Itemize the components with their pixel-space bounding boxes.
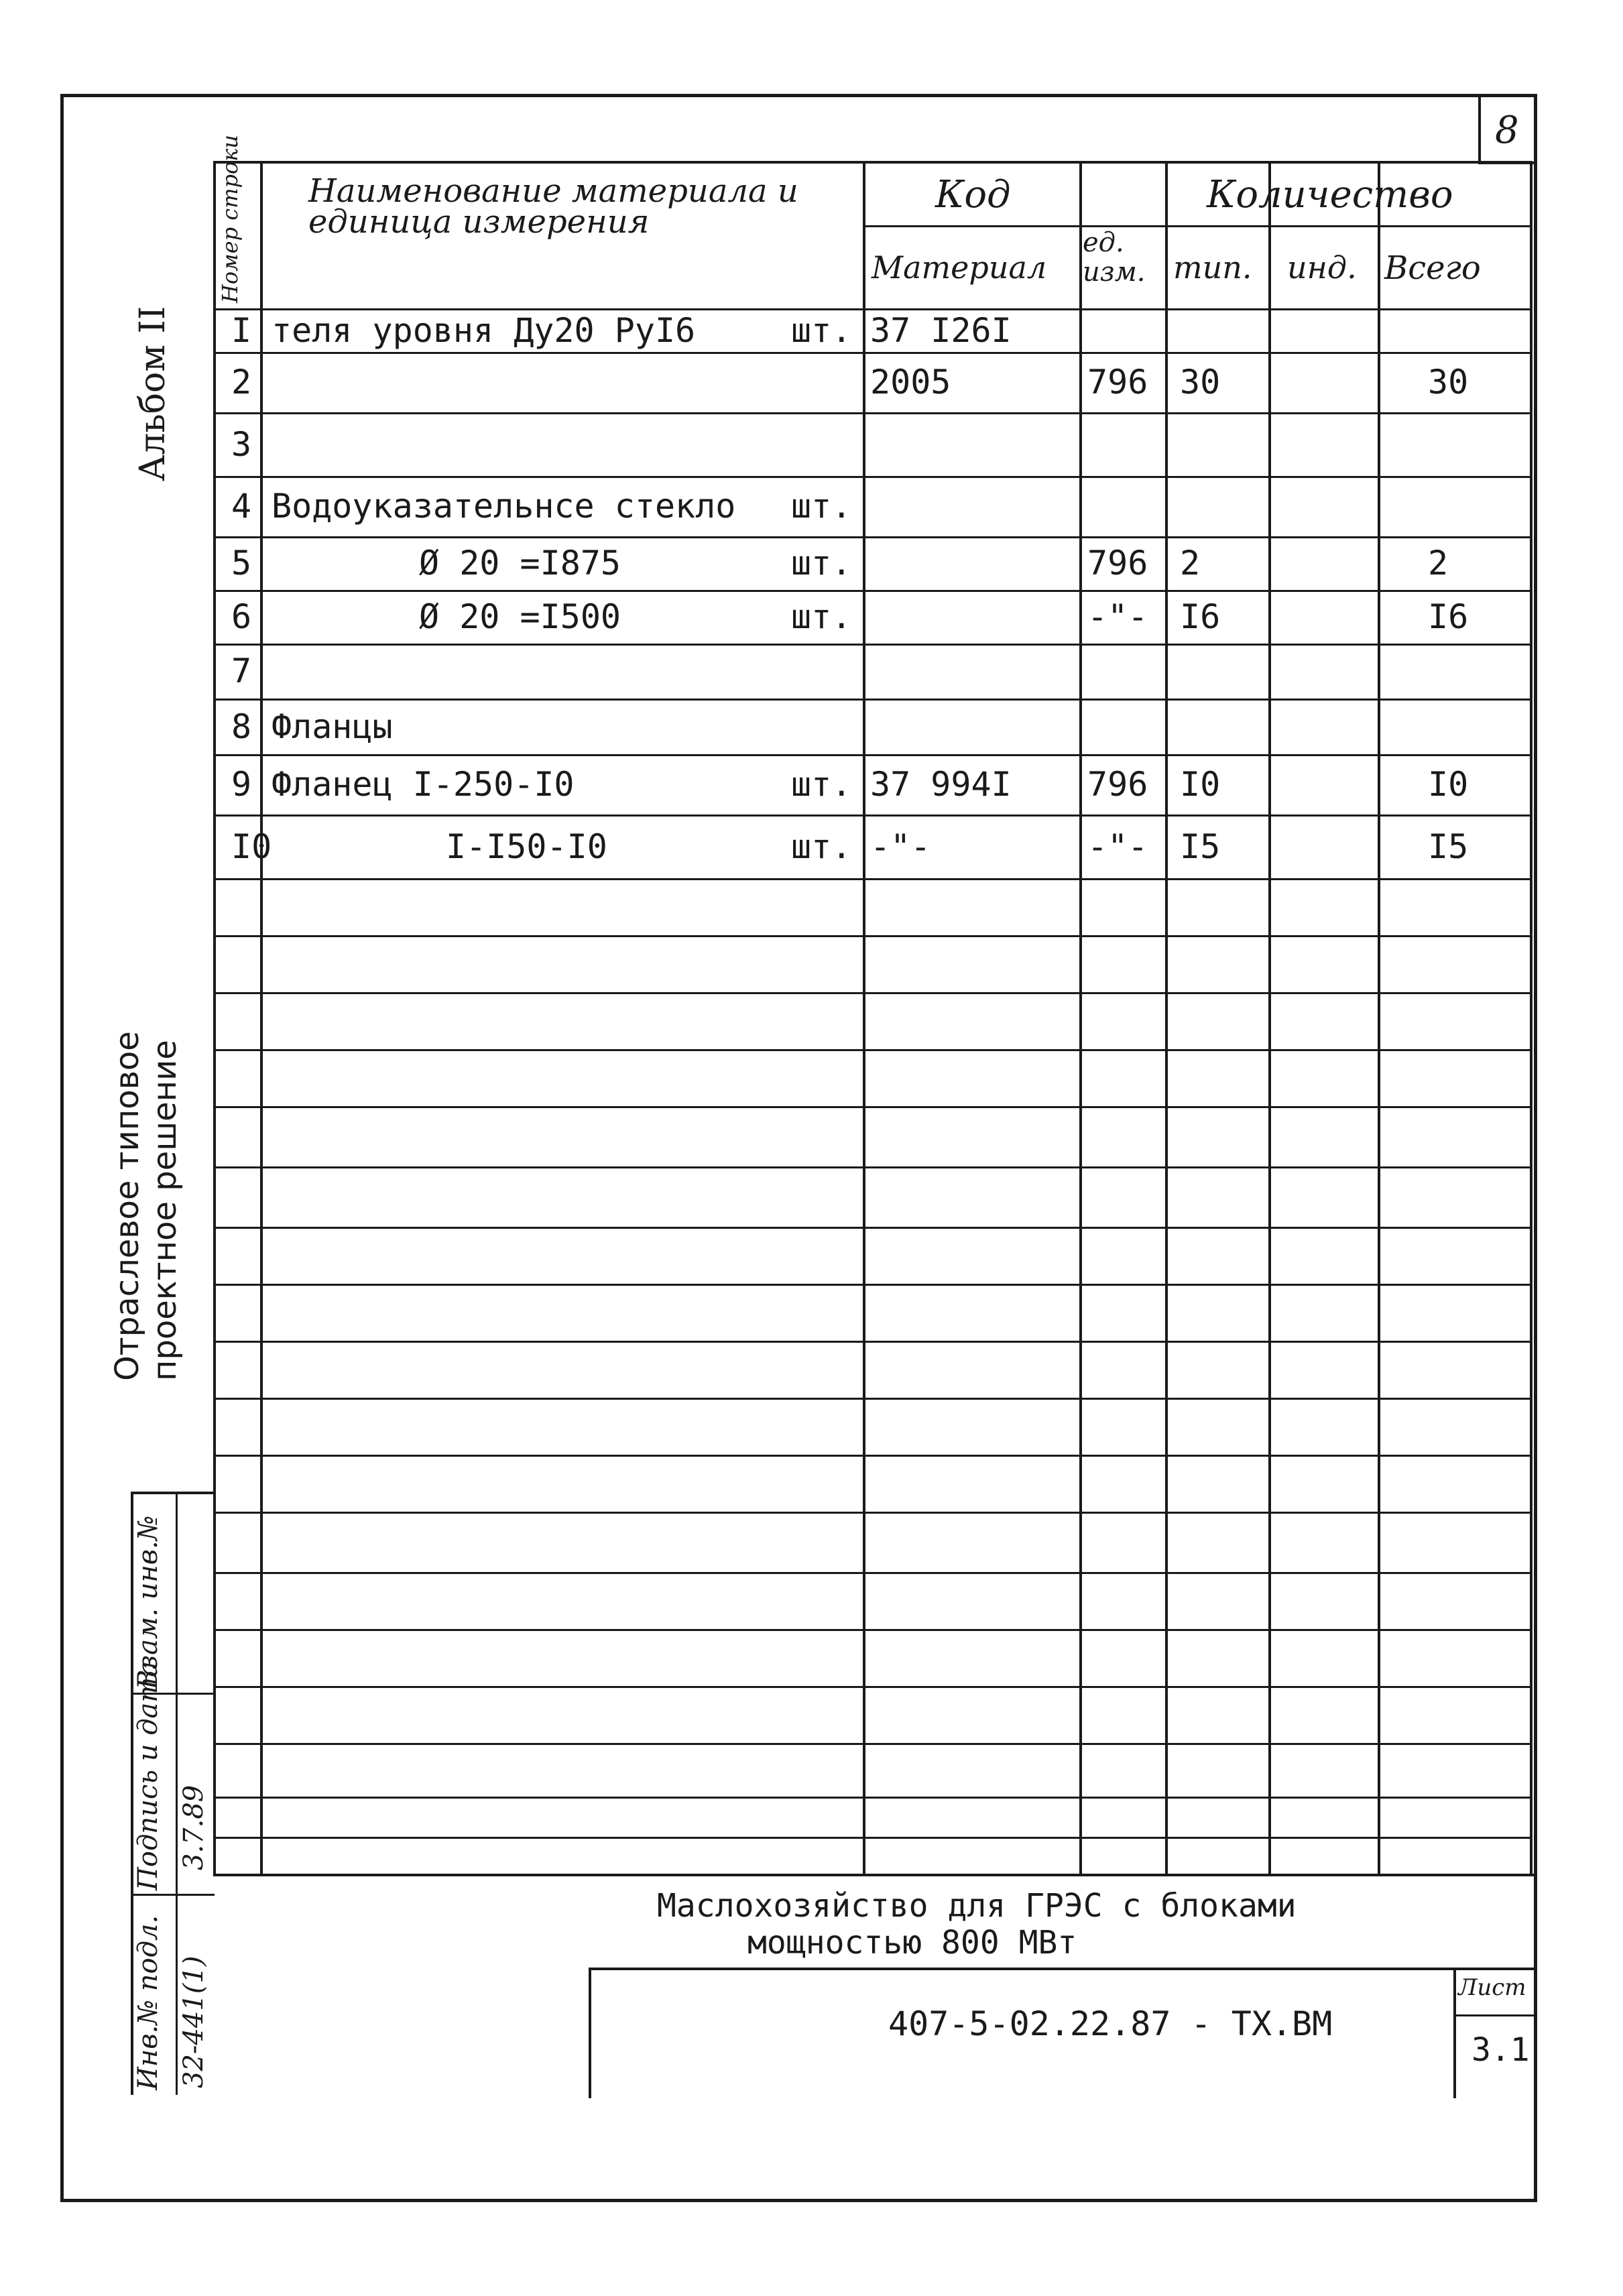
row-number: 8: [231, 707, 252, 746]
sheet-value: 3.1: [1471, 2031, 1530, 2069]
row-qty-total: I6: [1428, 597, 1469, 636]
table-row-line: [213, 992, 1530, 994]
row-unit-short: шт.: [791, 827, 852, 866]
stamp-sign-value: 3.7.89: [178, 1785, 209, 1870]
table-row-line: [213, 1227, 1530, 1229]
stamp-inv-label: Инв.№ подл.: [133, 1915, 164, 2090]
row-number: 3: [231, 424, 252, 464]
table-row-line: [213, 476, 1530, 478]
row-number: 4: [231, 487, 252, 526]
row-unit-short: шт.: [791, 310, 852, 350]
row-unit-code: -"-: [1087, 597, 1148, 636]
row-unit-short: шт.: [791, 487, 852, 526]
row-qty-typ: I5: [1180, 827, 1221, 866]
stamp-replace-label: Взам. инв.№: [133, 1515, 164, 1689]
row-qty-typ: 2: [1180, 544, 1201, 583]
table-row-line: [213, 1629, 1530, 1631]
table-col-line: [1079, 161, 1082, 1874]
table-row-line: [213, 1106, 1530, 1108]
table-row-line: [213, 352, 1530, 354]
stamp-inv-value: 32-441(1): [178, 1955, 209, 2088]
row-number: 5: [231, 544, 252, 583]
table-row-line: [213, 1341, 1530, 1343]
row-unit-short: шт.: [791, 765, 852, 804]
table-row-line: [213, 1398, 1530, 1400]
table-col-line: [213, 161, 216, 1874]
page-frame-right: [1534, 94, 1537, 2202]
stamp-sign-label: Подпись и дата: [133, 1660, 164, 1890]
page-frame-left: [60, 94, 64, 2202]
row-unit-code: -"-: [1087, 827, 1148, 866]
header-ind: инд.: [1287, 249, 1357, 286]
row-unit-short: шт.: [791, 544, 852, 583]
table-row-line: [213, 1797, 1530, 1799]
row-number: I: [231, 310, 252, 350]
row-name: теля уровня Ду20 РуI6: [272, 310, 696, 350]
table-row-line: [213, 412, 1530, 414]
row-number: 9: [231, 765, 252, 804]
sheet-number: 8: [1495, 109, 1519, 152]
row-name: I-I50-I0: [446, 827, 607, 866]
table-col-line: [260, 161, 263, 1874]
solution-label-2: проектное решение: [146, 1040, 184, 1381]
page-frame-bottom: [60, 2199, 1537, 2202]
table-col-line: [1530, 161, 1532, 1874]
row-material-code: 2005: [870, 363, 951, 402]
table-row-line: [213, 1455, 1530, 1457]
header-quantity: Количество: [1207, 173, 1453, 217]
table-row-line: [213, 1166, 1530, 1168]
row-number: 2: [231, 363, 252, 402]
solution-label-1: Отраслевое типовое: [109, 1031, 146, 1381]
row-qty-typ: I0: [1180, 765, 1221, 804]
table-row-line: [213, 536, 1530, 538]
header-total: Всего: [1384, 249, 1481, 287]
row-qty-total: I5: [1428, 827, 1469, 866]
sheet-box-left: [1478, 94, 1481, 164]
table-col-line: [1268, 161, 1271, 1874]
table-row-line: [213, 1512, 1530, 1514]
row-number: I0: [231, 827, 272, 866]
sheet-cell-left: [1453, 1968, 1456, 2098]
table-row-line: [213, 644, 1530, 646]
table-row-line: [213, 1284, 1530, 1286]
row-material-code: 37 994I: [870, 765, 1012, 804]
table-row-line: [213, 1572, 1530, 1574]
header-unit: ед. изм.: [1083, 227, 1146, 288]
row-qty-total: 2: [1428, 544, 1449, 583]
row-qty-total: 30: [1428, 363, 1469, 402]
row-name: Фланец I-250-I0: [272, 765, 575, 804]
doc-box-left: [589, 1968, 591, 2098]
footer-title-line-2: мощностью 800 МВт: [747, 1924, 1077, 1961]
table-col-line: [1378, 161, 1380, 1874]
stamp-sep-2: [131, 1894, 215, 1896]
table-row-line: [213, 878, 1530, 880]
row-material-code: -"-: [870, 827, 931, 866]
table-row-line: [213, 935, 1530, 937]
table-row-line: [213, 1686, 1530, 1688]
sheet-label: Лист: [1458, 1974, 1526, 2001]
page-frame-top: [60, 94, 1537, 97]
table-row-line: [213, 754, 1530, 756]
header-row-number: Номер строки: [217, 134, 243, 303]
stamp-top: [131, 1492, 215, 1494]
table-row-line: [213, 590, 1530, 592]
table-row-line: [213, 1743, 1530, 1745]
row-unit-code: 796: [1087, 544, 1148, 583]
row-number: 6: [231, 597, 252, 636]
row-name: Фланцы: [272, 707, 393, 746]
row-name: Ø 20 =I875: [419, 544, 621, 583]
table-col-line: [863, 161, 865, 1874]
header-material: Материал: [871, 249, 1047, 286]
row-qty-typ: I6: [1180, 597, 1221, 636]
album-label: Альбом II: [133, 306, 173, 481]
header-code: Код: [935, 173, 1011, 217]
table-row-line: [213, 814, 1530, 817]
row-unit-code: 796: [1087, 363, 1148, 402]
table-col-line: [1165, 161, 1168, 1874]
row-unit-short: шт.: [791, 597, 852, 636]
sheet-cell-mid: [1453, 2014, 1534, 2016]
row-unit-code: 796: [1087, 765, 1148, 804]
stamp-col-divider: [176, 1492, 178, 2095]
row-qty-total: I0: [1428, 765, 1469, 804]
header-mid-line: [863, 225, 1530, 227]
row-name: Ø 20 =I500: [419, 597, 621, 636]
document-code: 407-5-02.22.87 - ТХ.ВМ: [888, 2004, 1333, 2043]
row-number: 7: [231, 652, 252, 690]
row-qty-typ: 30: [1180, 363, 1221, 402]
header-typ: тип.: [1173, 249, 1252, 286]
footer-title-line-1: Маслохозяйство для ГРЭС с блоками: [657, 1887, 1297, 1925]
row-name: Водоуказательнсе стекло: [272, 487, 736, 526]
row-material-code: 37 I26I: [870, 310, 1012, 350]
table-bottom: [213, 1874, 1534, 1876]
table-row-line: [213, 1837, 1530, 1839]
header-name: Наименование материала и единица измерения: [308, 172, 798, 241]
table-row-line: [213, 1049, 1530, 1051]
table-top: [213, 161, 1530, 164]
doc-box-top: [589, 1968, 1534, 1970]
table-row-line: [213, 699, 1530, 701]
